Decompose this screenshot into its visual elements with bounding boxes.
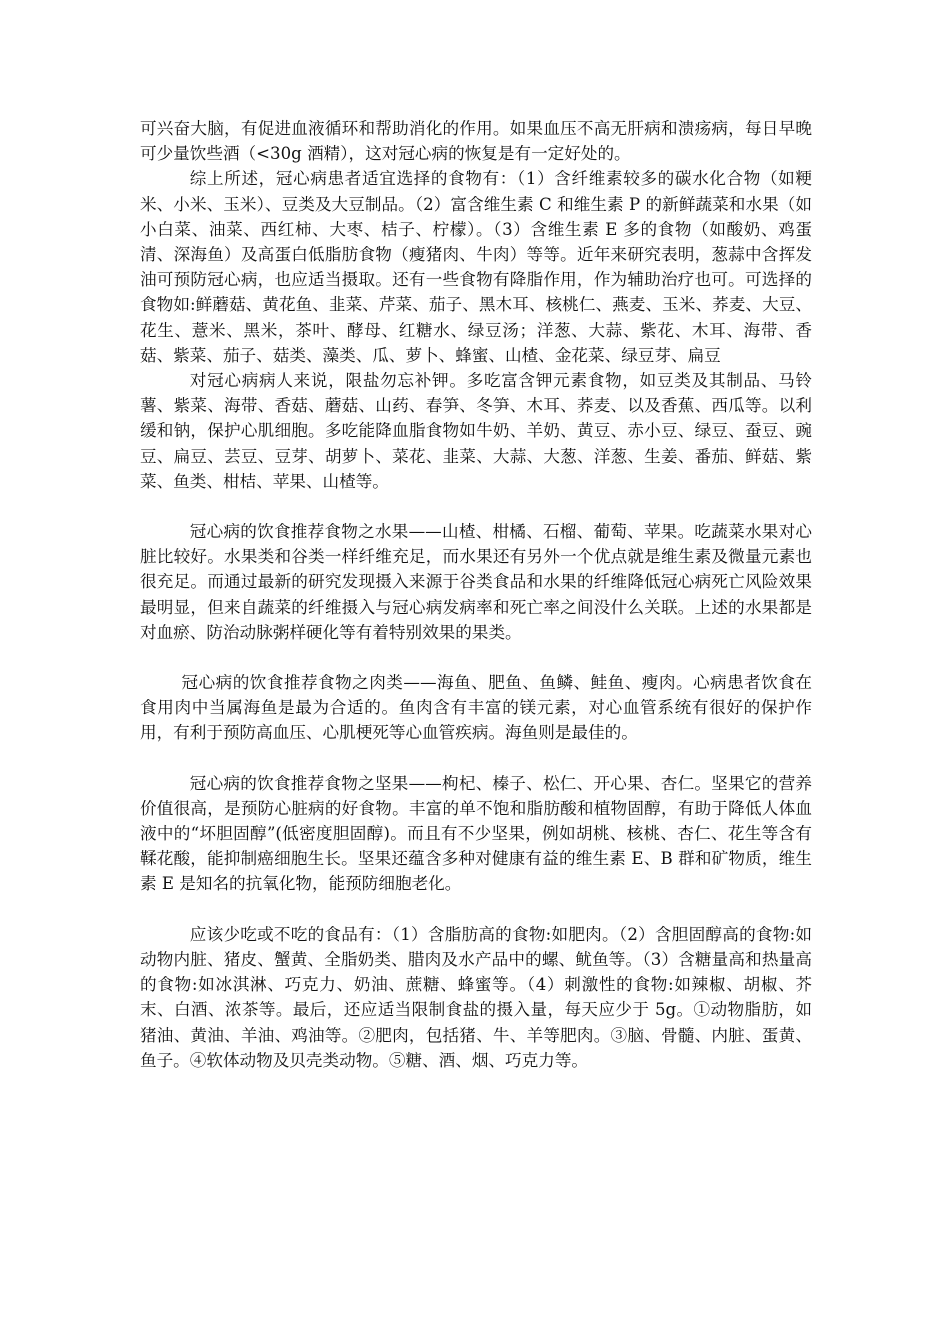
paragraph-wine-benefit: 可兴奋大脑，有促进血液循环和帮助消化的作用。如果血压不高无肝病和溃疡病，每日早晚可少量饮些酒（<30g 酒精），这对冠心病的恢复是有一定好处的。 bbox=[140, 119, 812, 164]
paragraph-recommended-foods: 综上所述，冠心病患者适宜选择的食物有：（1）含纤维素较多的碳水化合物（如粳米、小米、玉米）、豆类及大豆制品。（2）富含维生素 C 和维生素 P 的新鲜蔬菜和水果（如小白菜、油菜、西红柿、大枣、桔子、柠檬）。（3）含维生素 E 多的食物（如酸奶、鸡蛋清、深海鱼）及高蛋白低脂肪食物（瘦猪肉、牛肉）等等。近年来研究表明，葱蒜中含挥发油可预防冠心病，也应适当摄取。还有一些食物有降脂作用，作为辅助治疗也可。可选择的食物如:鲜蘑菇、黄花鱼、韭菜、芹菜、茄子、黑木耳、核桃仁、燕麦、玉米、荞麦、大豆、花生、薏米、黑米，茶叶、酵母、红糖水、绿豆汤；洋葱、大蒜、紫花、木耳、海带、香菇、紫菜、茄子、菇类、藻类、瓜、萝卜、蜂蜜、山楂、金花菜、绿豆芽、扁豆 bbox=[140, 169, 812, 365]
paragraph-foods-to-avoid: 应该少吃或不吃的食品有：（1）含脂肪高的食物:如肥肉。（2）含胆固醇高的食物:如动物内脏、猪皮、蟹黄、全脂奶类、腊肉及水产品中的螺、鱿鱼等。（3）含糖量高和热量高的食物:如冰淇淋、巧克力、奶油、蔗糖、蜂蜜等。（4）刺激性的食物:如辣椒、胡椒、芥末、白酒、浓茶等。最后，还应适当限制食盐的摄入量，每天应少于 5g。①动物脂肪，如猪油、黄油、羊油、鸡油等。②肥肉，包括猪、牛、羊等肥肉。③脑、骨髓、内脏、蛋黄、鱼子。④软体动物及贝壳类动物。⑤糖、酒、烟、巧克力等。 bbox=[140, 924, 812, 1070]
paragraph-gap bbox=[140, 897, 812, 922]
paragraph-gap bbox=[140, 746, 812, 771]
paragraph-fruits: 冠心病的饮食推荐食物之水果——山楂、柑橘、石榴、葡萄、苹果。吃蔬菜水果对心脏比较好。水果类和谷类一样纤维充足，而水果还有另外一个优点就是维生素及微量元素也很充足。而通过最新的研究发现摄入来源于谷类食品和水果的纤维降低冠心病死亡风险效果最明显，但来自蔬菜的纤维摄入与冠心病发病率和死亡率之间没什么关联。上述的水果都是对血瘀、防治动脉粥样硬化等有着特别效果的果类。 bbox=[140, 522, 812, 642]
paragraph-nuts: 冠心病的饮食推荐食物之坚果——枸杞、榛子、松仁、开心果、杏仁。坚果它的营养价值很高，是预防心脏病的好食物。丰富的单不饱和脂肪酸和植物固醇，有助于降低人体血液中的“坏胆固醇”(低密度胆固醇)。而且有不少坚果，例如胡桃、核桃、杏仁、花生等含有鞣花酸，能抑制癌细胞生长。坚果还蕴含多种对健康有益的维生素 E、B 群和矿物质，维生素 E 是知名的抗氧化物，能预防细胞老化。 bbox=[140, 773, 812, 894]
paragraph-potassium: 对冠心病病人来说，限盐勿忘补钾。多吃富含钾元素食物，如豆类及其制品、马铃薯、紫菜、海带、香菇、蘑菇、山药、春笋、冬笋、木耳、荞麦、以及香蕉、西瓜等。以利缓和钠，保护心肌细胞。多吃能降血脂食物如牛奶、羊奶、黄豆、赤小豆、绿豆、蚕豆、豌豆、扁豆、芸豆、豆芽、胡萝卜、菜花、韭菜、大蒜、大葱、洋葱、生姜、番茄、鲜菇、紫菜、鱼类、柑桔、苹果、山楂等。 bbox=[140, 371, 812, 491]
paragraph-gap bbox=[140, 494, 812, 519]
paragraph-gap bbox=[140, 645, 812, 670]
paragraph-meat: 冠心病的饮食推荐食物之肉类——海鱼、肥鱼、鱼鳞、鲑鱼、瘦肉。心病患者饮食在食用肉中当属海鱼是最为合适的。鱼肉含有丰富的镁元素，对心血管系统有很好的保护作用，有利于预防高血压、心肌梗死等心血管疾病。海鱼则是最佳的。 bbox=[140, 673, 812, 743]
